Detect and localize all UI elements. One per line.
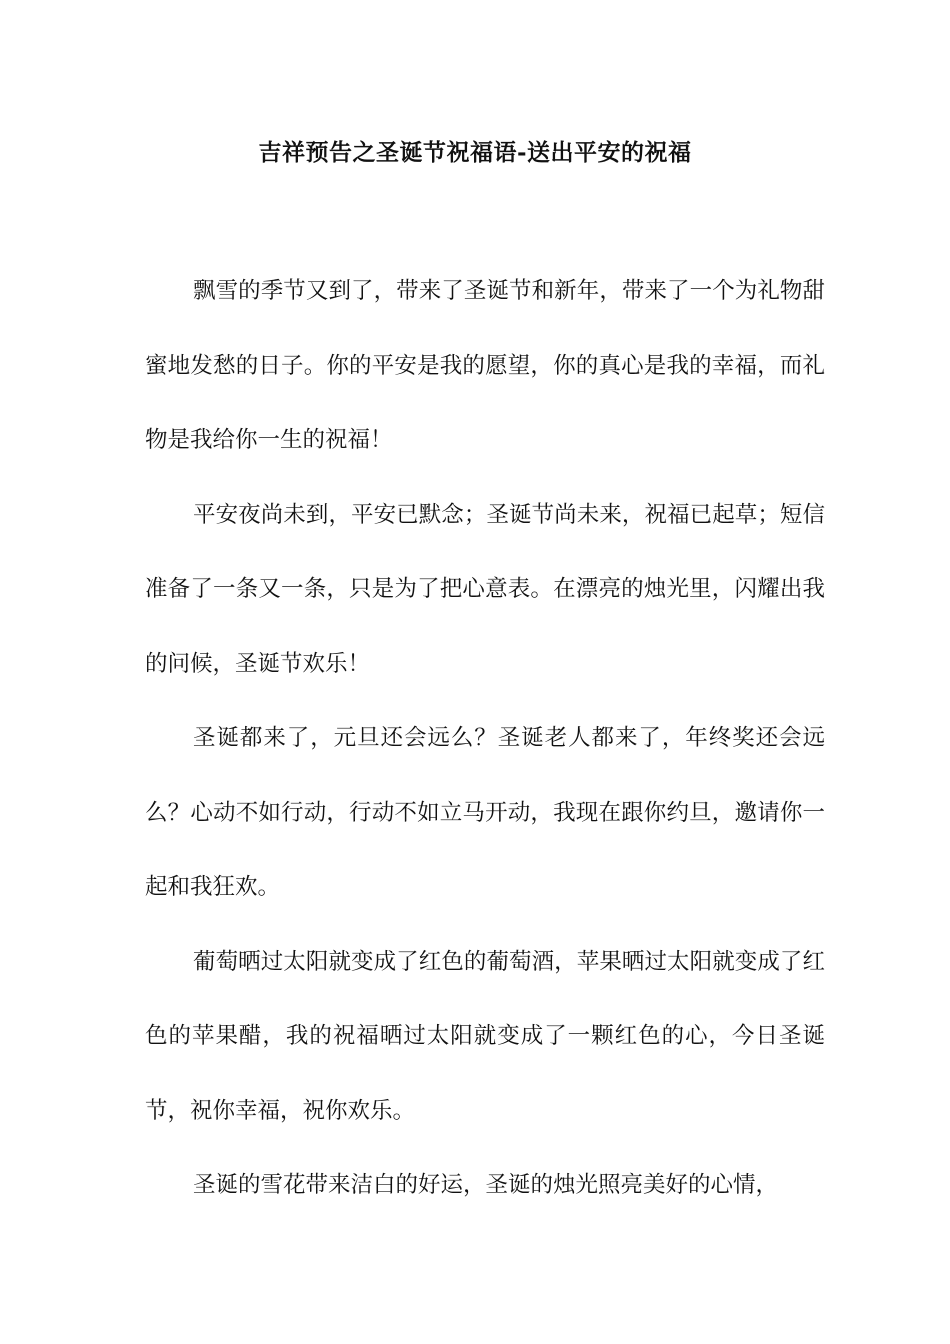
paragraph: 平安夜尚未到，平安已默念；圣诞节尚未来，祝福已起草；短信准备了一条又一条，只是为了把心意表。在漂亮的烛光里，闪耀出我的问候，圣诞节欢乐！ bbox=[145, 501, 825, 677]
paragraph: 圣诞都来了，元旦还会远么？圣诞老人都来了，年终奖还会远么？心动不如行动，行动不如立马开动，我现在跟你约旦，邀请你一起和我狂欢。 bbox=[145, 725, 825, 900]
paragraph: 飘雪的季节又到了，带来了圣诞节和新年，带来了一个为礼物甜蜜地发愁的日子。你的平安是我的愿望，你的真心是我的幸福，而礼物是我给你一生的祝福！ bbox=[145, 278, 825, 453]
document-title: 吉祥预告之圣诞节祝福语-送出平安的祝福 bbox=[258, 139, 692, 166]
paragraph: 葡萄晒过太阳就变成了红色的葡萄酒，苹果晒过太阳就变成了红色的苹果醋，我的祝福晒过太阳就变成了一颗红色的心，今日圣诞节，祝你幸福，祝你欢乐。 bbox=[145, 948, 825, 1124]
paragraph: 圣诞的雪花带来洁白的好运，圣诞的烛光照亮美好的心情， bbox=[193, 1172, 779, 1198]
document-body bbox=[145, 254, 825, 1223]
